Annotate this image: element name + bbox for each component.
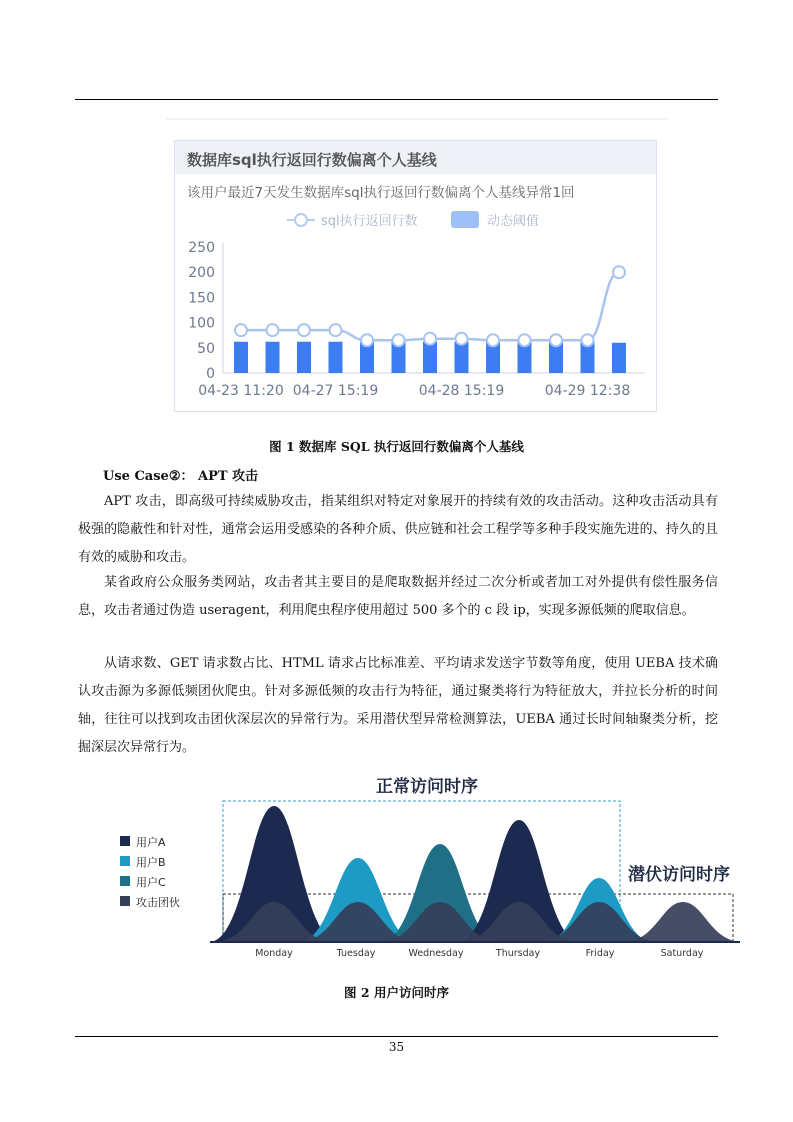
x-tick-label: 04-27 15:19 xyxy=(292,383,379,399)
figure1-chart-panel xyxy=(174,140,657,412)
threshold-bar xyxy=(329,342,343,373)
figure1-svg xyxy=(175,141,658,413)
figure1-axes xyxy=(188,240,645,399)
row-count-point xyxy=(519,334,531,346)
y-tick-label: 100 xyxy=(188,315,215,332)
legend-label: 用户C xyxy=(136,876,166,889)
usecase-heading: Use Case②： APT 攻击 xyxy=(103,469,259,484)
figure1-bars xyxy=(234,342,626,373)
row-count-point xyxy=(456,333,468,345)
paragraph-case-description: 某省政府公众服务类网站，攻击者其主要目的是爬取数据并经过二次分析或者加工对外提供有偿性服务信息，攻击者通过伪造 useragent，利用爬虫程序使用超过 500 多个的 c 段 ip，实现多源低频的爬取信息。 xyxy=(78,575,718,618)
figure1-line-series xyxy=(235,266,625,346)
paragraph-apt-definition: APT 攻击，即高级可持续威胁攻击，指某组织对特定对象展开的持续有效的攻击活动。这种攻击活动具有极强的隐蔽性和针对性，通常会运用受感染的各种介质、供应链和社会工程学等多种手段实施先进的、持久的且有效的威胁和攻击。 xyxy=(78,494,718,565)
threshold-bar xyxy=(234,342,248,373)
row-count-point xyxy=(361,334,373,346)
row-count-point xyxy=(424,333,436,345)
x-tick-label: 04-23 11:20 xyxy=(198,383,284,399)
legend-swatch xyxy=(120,836,130,846)
threshold-bar xyxy=(297,342,311,373)
day-label: Monday xyxy=(255,948,293,959)
row-count-point xyxy=(550,334,562,346)
figure1-top-bar xyxy=(166,118,668,120)
row-count-point xyxy=(330,324,342,336)
x-tick-label: 04-29 12:38 xyxy=(544,383,631,399)
day-label: Tuesday xyxy=(336,948,376,959)
figure1-legend xyxy=(287,211,539,229)
row-count-point xyxy=(298,324,310,336)
latent-access-label: 潜伏访问时序 xyxy=(628,865,730,885)
figure2-svg xyxy=(110,770,750,970)
legend-swatch xyxy=(120,856,130,866)
footer-rule xyxy=(75,1036,718,1037)
legend-label: 攻击团伙 xyxy=(136,896,180,909)
page-number: 35 xyxy=(388,1040,405,1054)
threshold-bar xyxy=(612,343,626,373)
peak-attack-group xyxy=(623,902,743,942)
row-count-point xyxy=(582,334,594,346)
day-label: Saturday xyxy=(660,948,704,959)
row-count-point xyxy=(267,324,279,336)
threshold-bar xyxy=(455,342,469,373)
row-count-point xyxy=(393,334,405,346)
legend-swatch xyxy=(120,896,130,906)
day-label: Wednesday xyxy=(408,948,464,959)
row-count-point xyxy=(613,266,625,278)
legend-swatch xyxy=(120,876,130,886)
figure1-subtitle: 该用户最近7天发生数据库sql执行返回行数偏离个人基线异常1回 xyxy=(187,185,575,201)
row-count-point xyxy=(235,324,247,336)
figure2-legend xyxy=(120,835,180,909)
header-rule xyxy=(75,99,718,100)
y-tick-label: 50 xyxy=(197,340,215,357)
figure2-access-timeline xyxy=(110,770,750,970)
y-tick-label: 200 xyxy=(188,265,215,282)
figure1-caption: 图 1 数据库 SQL 执行返回行数偏离个人基线 xyxy=(269,439,524,454)
figure2-day-labels xyxy=(255,948,704,959)
day-label: Thursday xyxy=(495,948,541,959)
paragraph-ueba-analysis: 从请求数、GET 请求数占比、HTML 请求占比标准差、平均请求发送字节数等角度，使用 UEBA 技术确认攻击源为多源低频团伙爬虫。针对多源低频的攻击行为特征，通过聚类将行为特征放大，并拉长分析的时间轴，往往可以找到攻击团伙深层次的异常行为。采用潜伏型异常检测算法，UEBA 通过长时间轴聚类分析，挖掘深层次异常行为。 xyxy=(78,656,718,755)
legend-bar-marker xyxy=(451,211,479,228)
legend-label-row-count: sql执行返回行数 xyxy=(321,214,418,229)
legend-line-marker xyxy=(295,214,307,226)
threshold-bar xyxy=(423,342,437,373)
day-label: Friday xyxy=(585,948,615,959)
figure1-title: 数据库sql执行返回行数偏离个人基线 xyxy=(187,151,437,169)
normal-access-label: 正常访问时序 xyxy=(376,777,478,797)
legend-label: 用户B xyxy=(136,856,166,869)
y-tick-label: 250 xyxy=(188,240,215,256)
x-tick-label: 04-28 15:19 xyxy=(418,383,505,399)
legend-label-threshold: 动态阈值 xyxy=(487,214,540,229)
figure2-caption: 图 2 用户访问时序 xyxy=(344,985,449,1000)
row-count-point xyxy=(487,334,499,346)
y-tick-label: 150 xyxy=(188,290,215,307)
y-tick-label: 0 xyxy=(206,366,215,382)
legend-label: 用户A xyxy=(136,836,166,849)
threshold-bar xyxy=(266,342,280,373)
